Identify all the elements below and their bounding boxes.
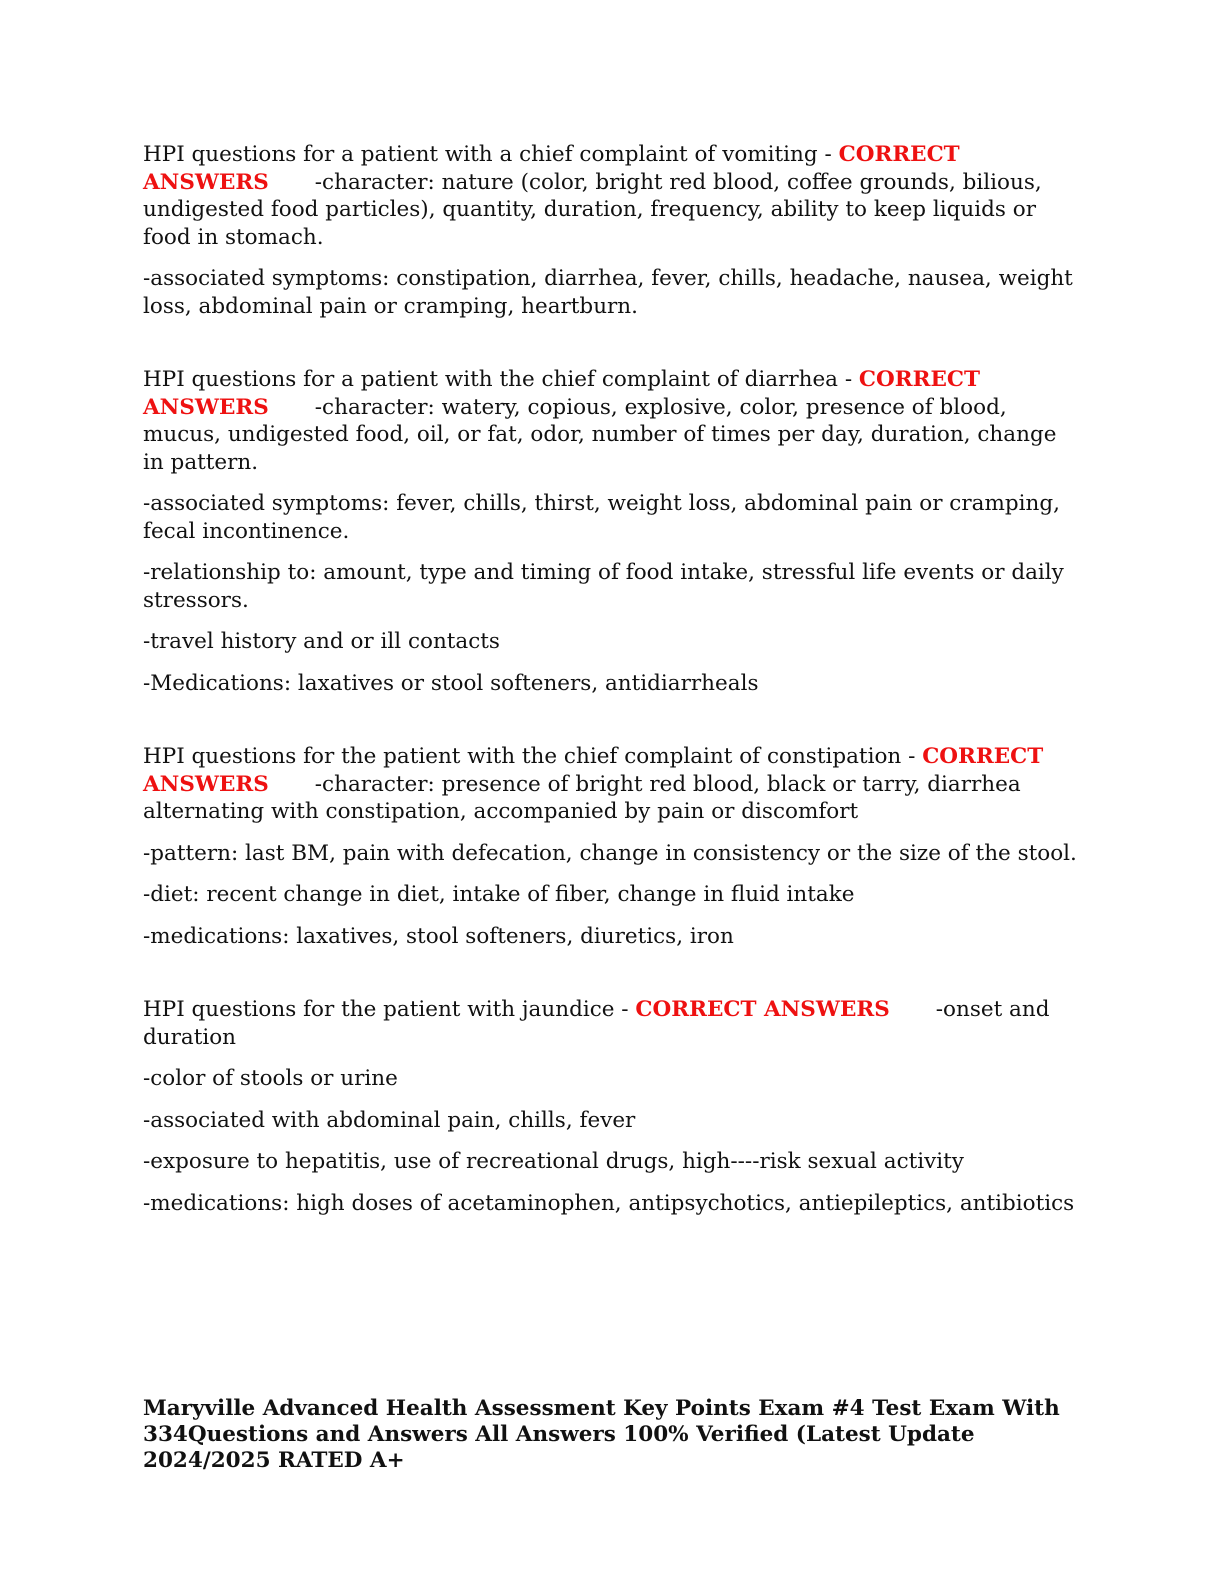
- answer-line: -relationship to: amount, type and timing of food intake, stressful life events or daily stressors.: [143, 560, 1064, 613]
- question-text: HPI questions for the patient with the chief complaint of constipation -: [143, 744, 923, 769]
- question-paragraph: [143, 996, 1083, 1051]
- qa-item-vomiting: [143, 141, 1083, 320]
- answer-text: -onset and duration: [143, 997, 1050, 1050]
- correct-answers-label: CORRECT ANSWERS: [143, 142, 960, 195]
- answer-text: -character: watery, copious, explosive, color, presence of blood, mucus, undigested food, oil, or fat, odor, number of times per day, duration, change in pattern.: [143, 394, 1057, 475]
- answer-line: -Medications: laxatives or stool softeners, antidiarrheals: [143, 670, 759, 696]
- answer-line: -travel history and or ill contacts: [143, 629, 500, 654]
- answer-line: -exposure to hepatitis, use of recreational drugs, high----risk sexual activity: [143, 1149, 964, 1174]
- qa-item-constipation: [143, 743, 1083, 950]
- correct-answers-label: CORRECT ANSWERS: [143, 744, 1044, 797]
- document-footer-title: Maryville Advanced Health Assessment Key Points Exam #4 Test Exam With 334Questions and Answers All Answers 100% Verified (Latest Update 2024/2025 RATED A+: [143, 1396, 1060, 1473]
- answer-line: -color of stools or urine: [143, 1066, 398, 1091]
- question-text: HPI questions for a patient with the chief complaint of diarrhea -: [143, 367, 859, 392]
- answer-line: -medications: high doses of acetaminophen, antipsychotics, antiepileptics, antibiotics: [143, 1190, 1075, 1216]
- question-paragraph: [143, 366, 1083, 476]
- question-text: HPI questions for a patient with a chief complaint of vomiting -: [143, 142, 839, 167]
- answer-text: -character: presence of bright red blood, black or tarry, diarrhea alternating with constipation, accompanied by pain or discomfort: [143, 771, 1021, 824]
- qa-item-jaundice: [143, 996, 1083, 1217]
- answer-line: -associated with abdominal pain, chills, fever: [143, 1107, 636, 1133]
- correct-answers-label: CORRECT ANSWERS: [635, 997, 890, 1022]
- correct-answers-label: CORRECT ANSWERS: [143, 367, 980, 420]
- answer-line: -pattern: last BM, pain with defecation, change in consistency or the size of the stool.: [143, 840, 1077, 866]
- question-paragraph: [143, 743, 1083, 826]
- qa-item-diarrhea: [143, 366, 1083, 697]
- answer-line: -associated symptoms: fever, chills, thirst, weight loss, abdominal pain or cramping, fecal incontinence.: [143, 491, 1060, 544]
- answer-line: -diet: recent change in diet, intake of fiber, change in fluid intake: [143, 882, 855, 907]
- answer-text: -character: nature (color, bright red blood, coffee grounds, bilious, undigested food particles), quantity, duration, frequency, ability to keep liquids or food in stomach.: [143, 169, 1042, 250]
- question-paragraph: [143, 141, 1083, 251]
- answer-line: -associated symptoms: constipation, diarrhea, fever, chills, headache, nausea, weight loss, abdominal pain or cramping, heartburn.: [143, 266, 1073, 319]
- document-body: [143, 141, 1083, 1263]
- answer-line: -medications: laxatives, stool softeners, diuretics, iron: [143, 923, 734, 949]
- question-text: HPI questions for the patient with jaundice -: [143, 997, 636, 1022]
